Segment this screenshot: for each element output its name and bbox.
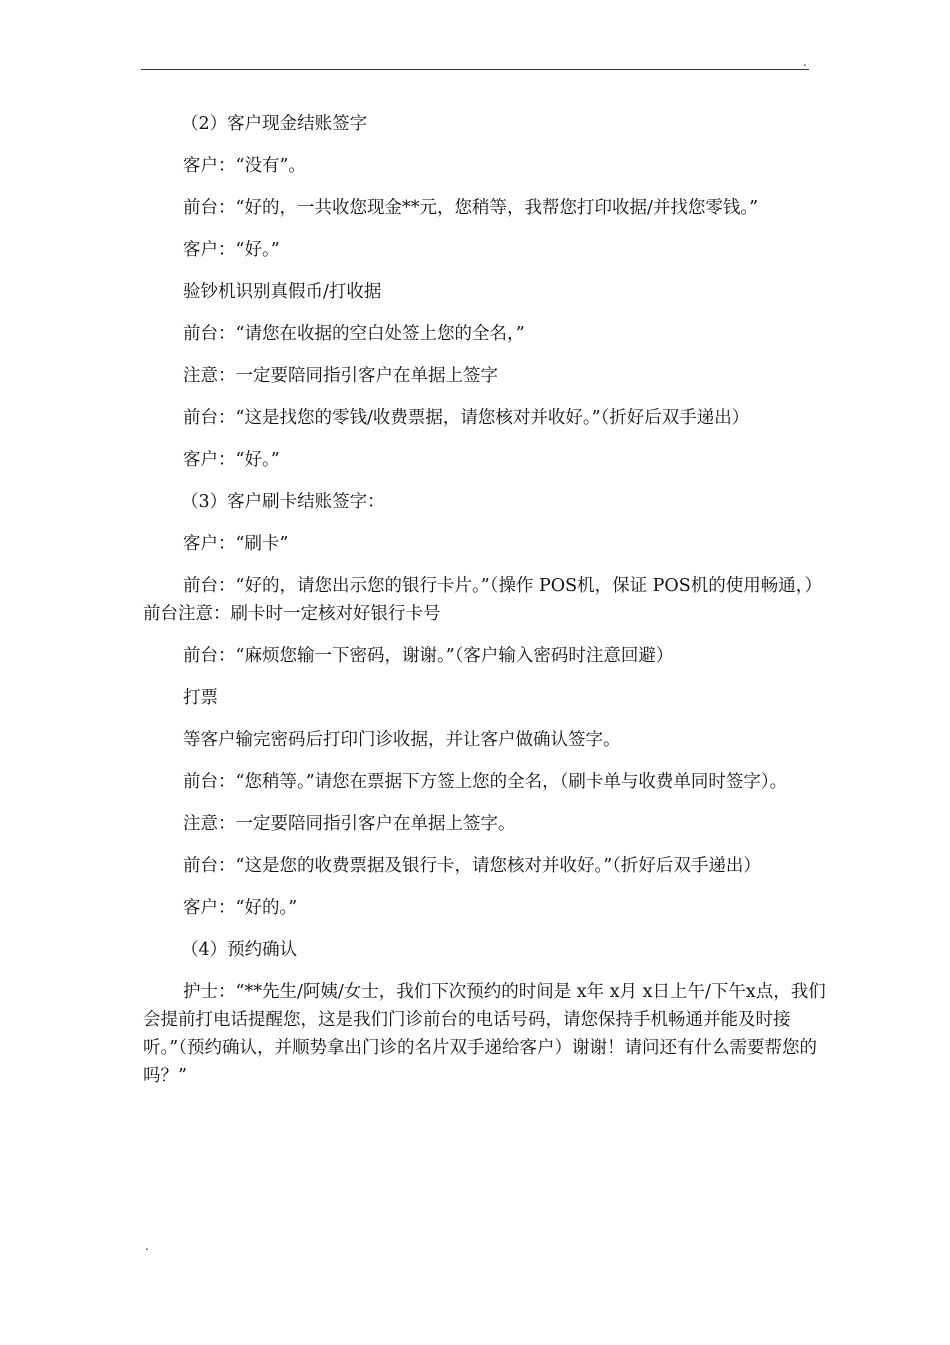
section-heading-card-checkout: （3）客户刷卡结账签字： <box>181 492 385 512</box>
dialogue-line: 前台：“您稍等。”请您在票据下方签上您的全名，（刷卡单与收费单同时签字）。 <box>183 772 788 792</box>
instruction-line: 等客户输完密码后打印门诊收据，并让客户做确认签字。 <box>183 730 621 750</box>
note-line: 注意：一定要陪同指引客户在单据上签字。 <box>183 814 516 834</box>
dialogue-line: 客户：“好。” <box>183 450 280 470</box>
dialogue-line: 客户：“好。” <box>183 240 280 260</box>
section-heading-cash-checkout: （2）客户现金结账签字 <box>181 114 368 134</box>
dialogue-line: 护士：“**先生/阿姨/女士，我们下次预约的时间是 x年 x月 x日上午/下午x点，我们会提前打电话提醒您，这是我们门诊前台的电话号码，请您保持手机畅通并能及时接听。”（预约确认，并顺势拿出门诊的名片双手递给客户）谢谢！请问还有什么需要帮您的吗？” <box>143 982 826 1086</box>
header-corner-mark: . <box>803 55 807 69</box>
dialogue-line: 前台：“这是您的收费票据及银行卡，请您核对并收好。”（折好后双手递出） <box>183 856 761 876</box>
dialogue-line: 客户：“好的。” <box>183 898 298 918</box>
dialogue-line: 前台：“这是找您的零钱/收费票据，请您核对并收好。”（折好后双手递出） <box>183 408 750 428</box>
instruction-line: 验钞机识别真假币/打收据 <box>183 282 382 302</box>
dialogue-line: 前台：“麻烦您输一下密码，谢谢。”（客户输入密码时注意回避） <box>183 646 674 666</box>
section-heading-appointment-confirm: （4）预约确认 <box>181 940 298 960</box>
instruction-line: 打票 <box>183 688 218 708</box>
note-line: 注意：一定要陪同指引客户在单据上签字 <box>183 366 498 386</box>
dialogue-line: 前台：“好的，一共收您现金**元，您稍等，我帮您打印收据/并找您零钱。” <box>183 198 759 218</box>
dialogue-line: 客户：“刷卡” <box>183 534 289 554</box>
dialogue-line: 前台：“请您在收据的空白处签上您的全名，” <box>183 324 525 344</box>
dialogue-line: 客户：“没有”。 <box>183 156 306 176</box>
dialogue-line: 前台：“好的，请您出示您的银行卡片。”（操作 POS机，保证 POS机的使用畅通，）前台注意：刷卡时一定核对好银行卡号 <box>143 576 822 624</box>
document-body <box>143 110 833 1104</box>
header-rule <box>141 69 809 70</box>
footer-corner-mark: . <box>145 1239 149 1253</box>
